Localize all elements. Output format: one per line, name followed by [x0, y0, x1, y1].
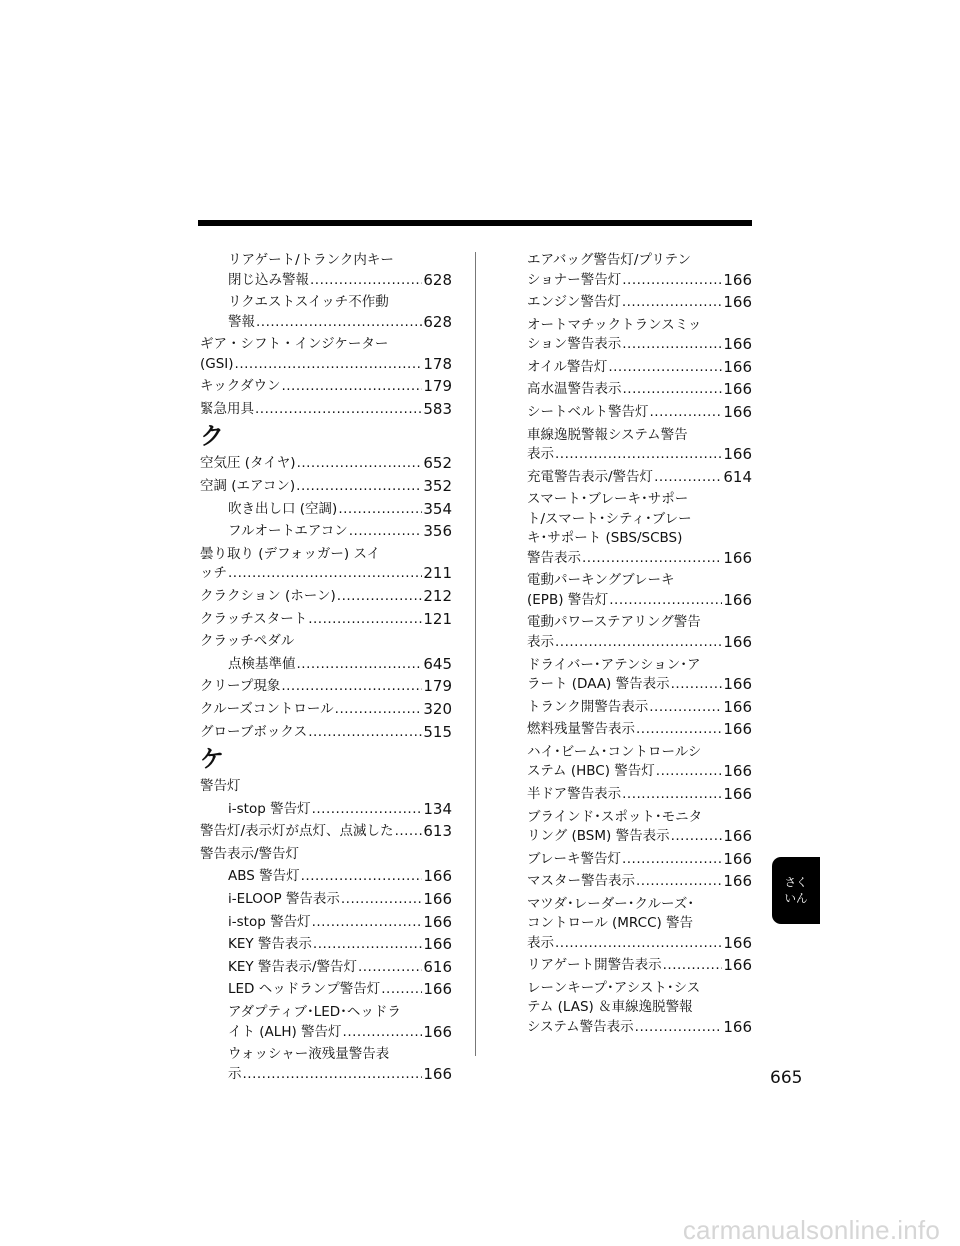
index-subentry	[200, 500, 452, 520]
page-reference[interactable]: 613	[423, 822, 452, 841]
entry-term: 高水温警告表示	[527, 381, 622, 398]
page-reference[interactable]: 166	[423, 1064, 452, 1083]
entry-term: リアゲート開警告表示	[527, 957, 662, 974]
entry-term: 空気圧 (タイヤ)	[200, 455, 296, 472]
index-subentry	[200, 293, 452, 332]
page-reference[interactable]: 166	[723, 720, 752, 739]
leader-dots	[623, 380, 723, 400]
entry-term: 閉じ込み警報	[228, 271, 309, 288]
index-side-tab[interactable]	[772, 857, 820, 924]
index-entry	[527, 785, 752, 805]
entry-term: スマート･ブレーキ･サポー	[527, 491, 689, 508]
leader-dots	[395, 822, 423, 842]
entry-term: ハイ･ビーム･コントロールシ	[527, 743, 702, 760]
index-entry	[527, 468, 752, 488]
page-reference[interactable]: 178	[423, 354, 452, 373]
page-reference[interactable]: 179	[423, 677, 452, 696]
index-entry	[200, 400, 452, 420]
entry-term: テム (LAS) ＆車線逸脱警報	[527, 999, 693, 1016]
entry-term: エアバッグ警告灯/プリテン	[527, 252, 691, 268]
index-subentry	[200, 655, 452, 675]
entry-term: 曇り取り (デフォッガー) スイ	[200, 545, 381, 562]
leader-dots	[297, 655, 423, 675]
entry-term: リアゲート/トランク内キー	[228, 252, 394, 268]
leader-dots	[296, 477, 422, 497]
entry-term: i-stop 警告灯	[228, 800, 311, 817]
index-entry	[200, 822, 452, 842]
entry-term: ト/スマート･シティ･ブレー	[527, 510, 692, 527]
page-reference[interactable]: 166	[423, 912, 452, 931]
page-reference[interactable]: 166	[423, 980, 452, 999]
page-reference[interactable]: 166	[423, 1022, 452, 1041]
leader-dots	[343, 1023, 423, 1043]
index-entry	[200, 677, 452, 697]
entry-term: クラクション (ホーン)	[200, 587, 336, 604]
page-reference[interactable]: 166	[723, 956, 752, 975]
entry-term: ショナー警告灯	[527, 271, 622, 288]
index-subentry	[200, 913, 452, 933]
leader-dots	[656, 762, 723, 782]
leader-dots	[256, 313, 422, 333]
entry-term: シートベルト警告灯	[527, 403, 649, 420]
entry-term: 燃料残量警告表示	[527, 721, 635, 738]
page-reference[interactable]: 652	[423, 454, 452, 473]
entry-term: i-ELOOP 警告表示	[228, 891, 340, 908]
entry-term: エンジン警告灯	[527, 294, 621, 311]
entry-term: 緊急用具	[200, 400, 254, 417]
leader-dots	[381, 980, 422, 1000]
leader-dots	[349, 522, 423, 542]
entry-term: KEY 警告表示	[228, 936, 312, 953]
entry-term: (GSI)	[200, 355, 234, 372]
page-reference[interactable]: 354	[423, 499, 452, 518]
page-reference[interactable]: 179	[423, 377, 452, 396]
leader-dots	[228, 564, 422, 584]
side-tab-line-1: さく	[784, 875, 808, 889]
page-reference[interactable]: 166	[723, 1017, 752, 1036]
index-entry	[527, 720, 752, 740]
leader-dots	[338, 500, 422, 520]
index-entry	[527, 571, 752, 610]
entry-term: ステム (HBC) 警告灯	[527, 763, 655, 780]
index-entry	[527, 426, 752, 465]
page-reference[interactable]: 211	[423, 564, 452, 583]
entry-term: 空調 (エアコン)	[200, 478, 296, 495]
page-reference[interactable]: 320	[423, 699, 452, 718]
entry-term: キ･サポート (SBS/SCBS)	[527, 530, 683, 547]
page-reference[interactable]: 166	[723, 335, 752, 354]
entry-term: 表示	[527, 934, 554, 951]
index-subentry	[200, 1003, 452, 1042]
index-entry	[200, 632, 452, 652]
entry-term: ABS 警告灯	[228, 868, 300, 885]
index-entry	[527, 613, 752, 652]
page-reference[interactable]: 166	[723, 357, 752, 376]
page-reference[interactable]: 166	[723, 590, 752, 609]
index-subentry	[200, 935, 452, 955]
page-reference[interactable]: 614	[723, 467, 752, 486]
entry-term: 警告表示/警告灯	[200, 845, 300, 862]
entry-term: ギア・シフト・インジケーター	[200, 336, 389, 353]
index-entry	[527, 316, 752, 355]
leader-dots	[609, 591, 722, 611]
index-entry	[200, 335, 452, 374]
index-entry	[527, 850, 752, 870]
entry-term: クルーズコントロール	[200, 700, 334, 717]
page-reference[interactable]: 628	[423, 270, 452, 289]
page-reference[interactable]: 121	[423, 609, 452, 628]
leader-dots	[663, 956, 723, 976]
entry-term: 電動パーキングブレーキ	[527, 572, 675, 589]
page-reference[interactable]: 166	[723, 293, 752, 312]
entry-term: リング (BSM) 警告表示	[527, 828, 670, 844]
entry-term: ウォッシャー液残量警告表	[228, 1046, 390, 1063]
entry-term: ブレーキ警告灯	[527, 850, 621, 867]
index-entry	[527, 872, 752, 892]
index-entry	[200, 454, 452, 474]
index-entry	[200, 700, 452, 720]
leader-dots	[312, 913, 423, 933]
entry-term: 車線逸脱警報システム警告	[527, 426, 688, 443]
leader-dots	[281, 377, 422, 397]
entry-term: クラッチスタート	[200, 610, 308, 627]
leader-dots	[582, 549, 722, 569]
entry-term: オートマチックトランスミッ	[527, 316, 702, 333]
entry-term: (EPB) 警告灯	[527, 591, 609, 608]
index-entry	[200, 477, 452, 497]
entry-term: リクエストスイッチ不作動	[228, 294, 389, 311]
entry-term: アダプティブ･LED･ヘッドラ	[228, 1004, 401, 1021]
page-reference[interactable]: 166	[723, 697, 752, 716]
leader-dots	[337, 587, 423, 607]
leader-dots	[555, 934, 722, 954]
leader-dots	[255, 400, 422, 420]
page-reference[interactable]: 166	[423, 935, 452, 954]
index-subentry	[200, 800, 452, 820]
entry-term: 表示	[527, 633, 554, 650]
entry-term: 警告灯/表示灯が点灯、点滅した	[200, 823, 394, 840]
page-reference[interactable]: 616	[423, 957, 452, 976]
leader-dots	[555, 445, 722, 465]
index-entry	[527, 698, 752, 718]
index-entry	[527, 403, 752, 423]
watermark: carmanualsonline.info	[682, 1215, 940, 1245]
index-entry	[527, 358, 752, 378]
page-reference[interactable]: 628	[423, 312, 452, 331]
entry-term: i-stop 警告灯	[228, 913, 311, 930]
page-reference[interactable]: 166	[423, 890, 452, 909]
page-reference[interactable]: 166	[723, 762, 752, 781]
entry-term: レーンキープ･アシスト･シス	[527, 979, 701, 996]
entry-term: ドライバー･アテンション･ア	[527, 656, 701, 673]
leader-dots	[235, 355, 423, 375]
entry-term: クリープ現象	[200, 678, 281, 695]
leader-dots	[308, 723, 422, 743]
side-tab-line-2: いん	[784, 891, 808, 905]
index-entry	[527, 293, 752, 313]
entry-term: キックダウン	[200, 378, 281, 395]
leader-dots	[635, 1018, 723, 1038]
leader-dots	[358, 958, 422, 978]
index-column-right	[527, 251, 752, 1041]
entry-term: 警告表示	[527, 549, 581, 566]
entry-term: オイル警告灯	[527, 358, 608, 375]
leader-dots	[555, 633, 722, 653]
entry-term: コントロール (MRCC) 警告	[527, 915, 694, 932]
page-number: 665	[770, 1068, 803, 1088]
entry-term: マツダ･レーダー･クルーズ･	[527, 895, 695, 912]
index-entry	[200, 610, 452, 630]
leader-dots	[281, 677, 422, 697]
leader-dots	[622, 271, 722, 291]
index-entry	[527, 979, 752, 1038]
section-heading: ク	[200, 422, 224, 451]
index-subentry	[200, 522, 452, 542]
leader-dots	[622, 293, 723, 313]
entry-term: 充電警告表示/警告灯	[527, 468, 654, 485]
entry-term: 警報	[228, 313, 255, 330]
index-subentry	[200, 251, 452, 290]
leader-dots	[297, 454, 423, 474]
page-reference[interactable]: 166	[723, 784, 752, 803]
entry-term: イト (ALH) 警告灯	[228, 1023, 342, 1040]
page-reference[interactable]: 134	[423, 799, 452, 818]
page-reference[interactable]: 166	[723, 933, 752, 952]
index-subentry	[200, 890, 452, 910]
page-reference[interactable]: 166	[723, 402, 752, 421]
index-subentry	[200, 958, 452, 978]
index-subentry	[200, 867, 452, 887]
index-entry	[527, 380, 752, 400]
leader-dots	[671, 675, 723, 695]
entry-term: 吹き出し口 (空調)	[228, 500, 338, 517]
entry-term: ッチ	[200, 565, 227, 582]
leader-dots	[310, 271, 422, 291]
index-entry	[200, 587, 452, 607]
index-subentry	[200, 980, 452, 1000]
entry-term: 示	[228, 1065, 242, 1082]
page-reference[interactable]: 166	[723, 849, 752, 868]
leader-dots	[622, 850, 722, 870]
index-entry	[527, 656, 752, 695]
leader-dots	[608, 358, 722, 378]
entry-term: 電動パワーステアリング警告	[527, 614, 701, 631]
page-reference[interactable]: 166	[423, 867, 452, 886]
page-reference[interactable]: 583	[423, 399, 452, 418]
leader-dots	[654, 468, 722, 488]
entry-term: 半ドア警告表示	[527, 785, 622, 802]
index-subentry	[200, 1045, 452, 1084]
index-entry	[200, 545, 452, 584]
entry-term: マスター警告表示	[527, 873, 635, 890]
leader-dots	[341, 890, 422, 910]
leader-dots	[636, 720, 722, 740]
entry-term: ブラインド･スポット･モニタ	[527, 808, 703, 825]
index-column-left	[200, 251, 452, 1087]
leader-dots	[671, 827, 723, 847]
page-reference[interactable]: 166	[723, 548, 752, 567]
leader-dots	[312, 800, 423, 820]
entry-term: ション警告表示	[527, 336, 622, 353]
page-reference[interactable]: 166	[723, 675, 752, 694]
index-entry	[200, 377, 452, 397]
page-reference[interactable]: 352	[423, 477, 452, 496]
index-entry	[527, 895, 752, 954]
page-reference[interactable]: 356	[423, 522, 452, 541]
leader-dots	[649, 698, 722, 718]
index-entry	[527, 956, 752, 976]
section-heading: ケ	[200, 745, 224, 774]
entry-term: KEY 警告表示/警告灯	[228, 958, 357, 975]
page-reference[interactable]: 166	[723, 872, 752, 891]
index-entry	[200, 723, 452, 743]
entry-term: 警告灯	[200, 778, 241, 795]
entry-term: フルオートエアコン	[228, 523, 348, 540]
entry-term: グローブボックス	[200, 723, 308, 740]
leader-dots	[313, 935, 422, 955]
page-reference[interactable]: 166	[723, 632, 752, 651]
leader-dots	[308, 610, 422, 630]
page-reference[interactable]: 645	[423, 654, 452, 673]
leader-dots	[301, 867, 423, 887]
leader-dots	[650, 403, 723, 423]
leader-dots	[335, 700, 423, 720]
entry-term: 点検基準値	[228, 655, 296, 672]
page-reference[interactable]: 166	[723, 445, 752, 464]
page-reference[interactable]: 212	[423, 586, 452, 605]
index-entry	[527, 490, 752, 568]
column-divider	[475, 252, 476, 1056]
page-reference[interactable]: 515	[423, 722, 452, 741]
entry-term: トランク開警告表示	[527, 698, 649, 715]
entry-term: システム警告表示	[527, 1018, 634, 1035]
page-reference[interactable]: 166	[723, 270, 752, 289]
entry-term: ラート (DAA) 警告表示	[527, 676, 670, 693]
leader-dots	[622, 785, 722, 805]
entry-term: クラッチペダル	[200, 633, 295, 650]
index-entry	[200, 845, 452, 865]
index-entry	[527, 808, 752, 847]
index-entry	[527, 251, 752, 290]
page-reference[interactable]: 166	[723, 827, 752, 845]
entry-term: LED ヘッドランプ警告灯	[228, 981, 381, 998]
index-entry	[527, 743, 752, 782]
entry-term: 表示	[527, 446, 554, 463]
page-reference[interactable]: 166	[723, 380, 752, 399]
top-rule	[198, 220, 752, 226]
leader-dots	[243, 1065, 423, 1085]
leader-dots	[636, 872, 722, 892]
leader-dots	[622, 335, 722, 355]
index-entry	[200, 777, 452, 797]
